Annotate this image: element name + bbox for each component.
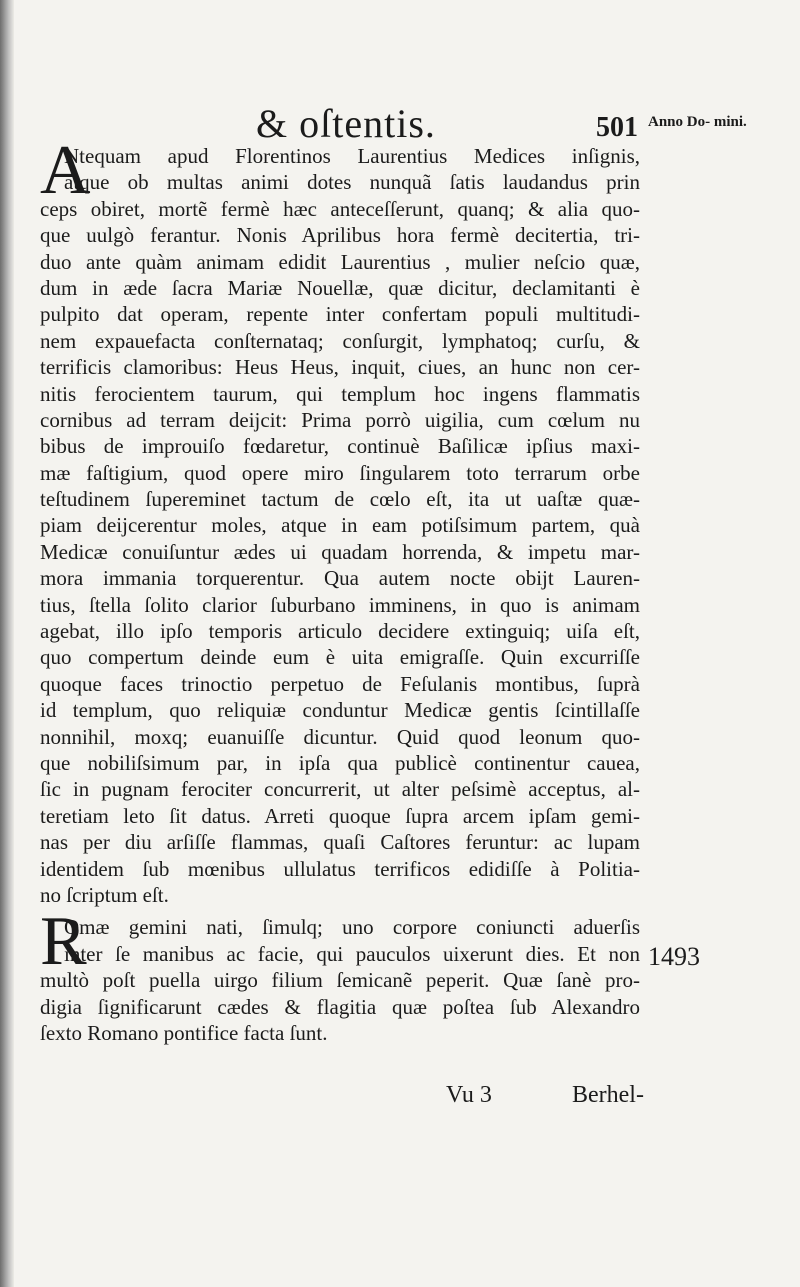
text-line: teretiam leto ſit datus. Arreti quoque ſupra arcem ipſam gemi-: [40, 803, 640, 828]
drop-cap-initial: R: [40, 903, 87, 981]
paragraph-rome-twins: [40, 903, 640, 1046]
text-line: duo ante quàm animam edidit Laurentius , mulier neſcio quæ,: [40, 249, 640, 274]
text-line: tius, ſtella ſolito clarior ſuburbano imminens, in quo is animam: [40, 592, 640, 617]
text-line: agebat, illo ipſo temporis articulo decidere extinguiq; uiſa eſt,: [40, 619, 640, 644]
text-line: digia ſignificarunt cædes & flagitia quæ poſtea ſub Alexandro: [40, 994, 640, 1019]
margin-note-anno-domini: Anno Do- mini.: [648, 114, 747, 130]
text-line: ceps obiret, mortẽ fermè hæc anteceſſerunt, quanq; & alia quo-: [40, 196, 640, 221]
text-line: nas per diu arſiſſe flammas, quaſi Caſtores feruntur: ac lupam: [40, 830, 640, 855]
text-line: mora immania torquerentur. Qua autem nocte obijt Lauren-: [40, 566, 640, 591]
text-line: Omæ gemini nati, ſimulq; uno corpore coniuncti aduerſis: [64, 915, 640, 940]
signature-mark: Vu 3: [446, 1082, 492, 1108]
drop-cap-initial: A: [40, 132, 91, 209]
text-line: dum in æde ſacra Mariæ Nouellæ, quæ dicitur, declamitanti è: [40, 275, 640, 300]
page-number: 501: [596, 112, 638, 143]
text-line: Ntequam apud Florentinos Laurentius Medices inſignis,: [64, 144, 640, 168]
margin-year: 1493: [648, 942, 700, 971]
running-head: & oſtentis.: [256, 101, 436, 146]
text-line: quo compertum deinde eum è uita emigraſſe. Quin excurriſſe: [40, 645, 640, 670]
text-line: que uulgò ferantur. Nonis Aprilibus hora fermè decitertia, tri-: [40, 223, 640, 248]
paragraph-portents-laurentius: [40, 132, 640, 908]
text-line: nitis ferocientem taurum, qui templum hoc ingens flammatis: [40, 381, 640, 406]
text-line: cornibus ad terram deijcit: Prima porrò uigilia, cum cœlum nu: [40, 407, 640, 432]
text-line: teſtudinem ſupereminet tactum de cœlo eſt, ita ut uaſtæ quæ-: [40, 487, 640, 512]
text-line: que nobiliſsimum par, in ipſa qua publicè continentur cauea,: [40, 750, 640, 775]
main-text-block: [40, 132, 640, 1046]
text-line: bibus de improuiſo fœdaretur, continuè Baſilicæ ipſius maxi-: [40, 434, 640, 459]
text-line: nem expauefacta conſternataq; conſurgit, lymphatoq; curſu, &: [40, 328, 640, 353]
page-footer: [0, 1082, 800, 1122]
text-line: no ſcriptum eſt.: [40, 882, 169, 907]
catchword: Berhel-: [572, 1082, 644, 1108]
text-line: mæ faſtigium, quod opere miro ſingularem toto terrarum orbe: [40, 460, 640, 485]
text-line: id templum, quo reliquiæ conduntur Medicæ gentis ſcintillaſſe: [40, 698, 640, 723]
text-line: inter ſe manibus ac facie, qui pauculos uixerunt dies. Et non: [64, 941, 640, 966]
text-line: ſexto Romano pontifice facta ſunt.: [40, 1020, 328, 1045]
text-line: terrificis clamoribus: Heus Heus, inquit, ciues, an hunc non cer-: [40, 355, 640, 380]
text-line: multò poſt puella uirgo filium ſemicanẽ peperit. Quæ ſanè pro-: [40, 968, 640, 993]
text-line: atque ob multas animi dotes nunquã ſatis laudandus prin: [64, 170, 640, 195]
text-line: Medicæ conuiſuntur ædes ui quadam horrenda, & impetu mar-: [40, 539, 640, 564]
text-line: identidem ſub mœnibus ullulatus terrificos edidiſſe à Politia-: [40, 856, 640, 881]
text-line: ſic in pugnam ferociter concurrerit, ut alter peſsimè acceptus, al-: [40, 777, 640, 802]
text-line: pulpito dat operam, repente inter confertam populi multitudi-: [40, 302, 640, 327]
text-line: piam deijcerentur moles, atque in eam potiſsimum partem, quà: [40, 513, 640, 538]
text-line: nonnihil, moxq; euanuiſſe dicuntur. Quid quod leonum quo-: [40, 724, 640, 749]
text-line: quoque faces trinoctio perpetuo de Feſulanis montibus, ſuprà: [40, 671, 640, 696]
